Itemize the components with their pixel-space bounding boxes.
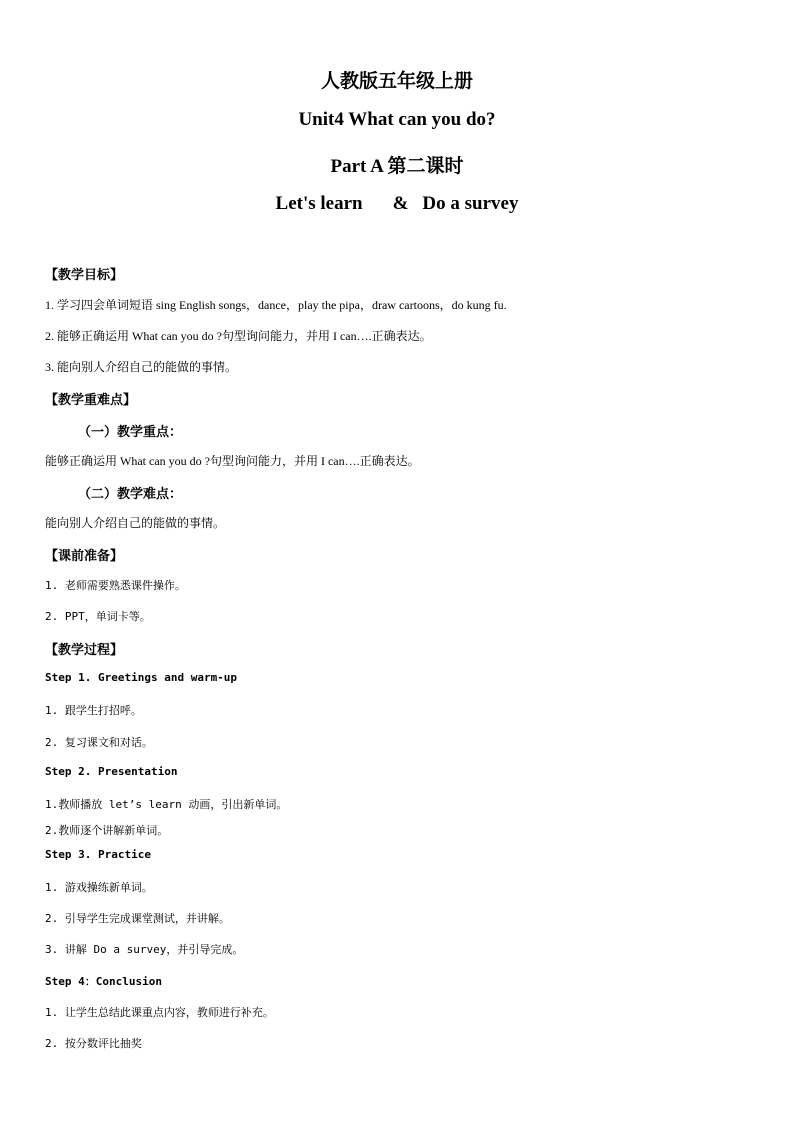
- objective-item: 3. 能向别人介绍自己的能做的事情。: [45, 360, 238, 374]
- step-4-item: 1. 让学生总结此课重点内容，教师进行补充。: [45, 1006, 274, 1019]
- preparation-heading: 【课前准备】: [45, 549, 124, 564]
- step-4-item: 2. 按分数评比抽奖: [45, 1037, 142, 1050]
- process-heading: 【教学过程】: [45, 643, 124, 658]
- key-points-heading: 【教学重难点】: [45, 393, 137, 408]
- step-1-item: 1. 跟学生打招呼。: [45, 704, 142, 717]
- preparation-item: 1. 老师需要熟悉课件操作。: [45, 579, 186, 592]
- difficulty-label: （二）教学难点：: [78, 487, 183, 502]
- lesson-title-left: Let's learn: [275, 193, 363, 214]
- step-4-title: Step 4：Conclusion: [45, 975, 162, 988]
- step-3-item: 1. 游戏操练新单词。: [45, 881, 153, 894]
- step-2-title: Step 2. Presentation: [45, 765, 178, 778]
- preparation-item: 2. PPT，单词卡等。: [45, 610, 151, 623]
- step-1-item: 2. 复习课文和对话。: [45, 736, 153, 749]
- step-2-item: 2.教师逐个讲解新单词。: [45, 824, 169, 837]
- document-title-part: Part A 第二课时: [330, 156, 464, 177]
- step-3-item: 2. 引导学生完成课堂测试，并讲解。: [45, 912, 230, 925]
- difficulty-text: 能向别人介绍自己的能做的事情。: [45, 516, 226, 530]
- step-3-title: Step 3. Practice: [45, 848, 151, 861]
- step-1-title: Step 1. Greetings and warm-up: [45, 671, 238, 684]
- objectives-heading: 【教学目标】: [45, 268, 124, 283]
- objective-item: 1. 学习四会单词短语 sing English songs，dance，play the pipa，draw cartoons，do kung fu.: [45, 298, 507, 312]
- step-2-item: 1.教师播放 let’s learn 动画，引出新单词。: [45, 798, 288, 811]
- document-title-lesson: [0, 193, 794, 215]
- document-title-grade: 人教版五年级上册: [320, 71, 473, 92]
- focus-label: （一）教学重点：: [78, 425, 183, 440]
- objective-item: 2. 能够正确运用 What can you do ?句型询问能力，并用 I can….正确表达。: [45, 329, 432, 343]
- lesson-title-ampersand: &: [392, 193, 409, 214]
- lesson-title-right: Do a survey: [422, 193, 519, 214]
- step-3-item: 3. 讲解 Do a survey，并引导完成。: [45, 943, 244, 956]
- document-title-unit: Unit4 What can you do?: [298, 109, 496, 130]
- focus-text: 能够正确运用 What can you do ?句型询问能力，并用 I can….正确表达。: [45, 454, 420, 468]
